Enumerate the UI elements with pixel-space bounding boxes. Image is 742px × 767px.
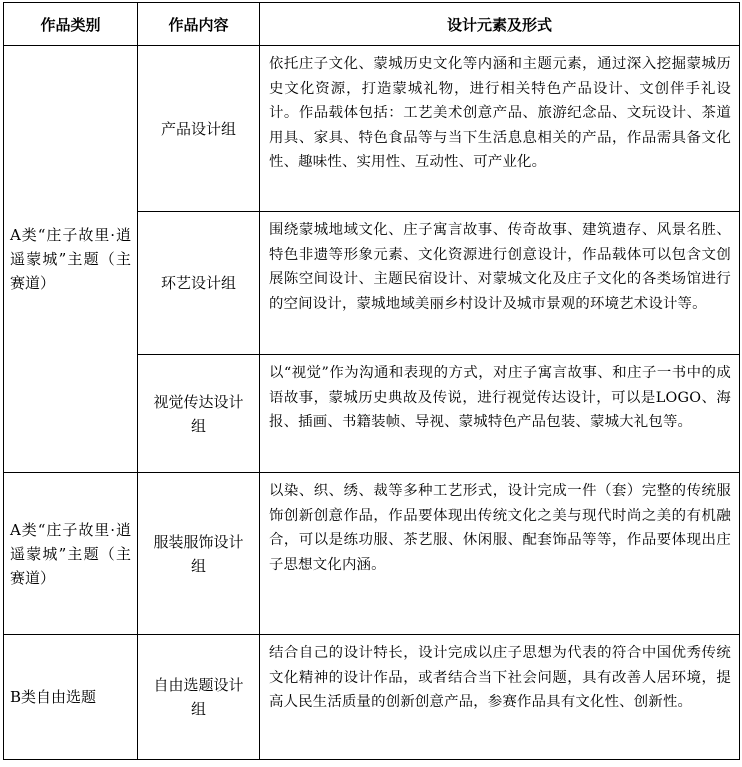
table-row: [4, 473, 740, 635]
header-design: 设计元素及形式: [260, 3, 740, 46]
design-cell: 以“视觉”作为沟通和表现的方式，对庄子寓言故事、和庄子一书中的成语故事，蒙城历史典故及传说，进行视觉传达设计，可以是LOGO、海报、插画、书籍装帧、导视、蒙城特色产品包装、蒙城大礼包等。: [260, 355, 740, 473]
content-cell: 自由选题设计组: [138, 635, 260, 760]
design-cell: 依托庄子文化、蒙城历史文化等内涵和主题元素，通过深入挖掘蒙城历史文化资源，打造蒙城礼物，进行相关特色产品设计、文创伴手礼设计。作品载体包括：工艺美术创意产品、旅游纪念品、文玩设计、茶道用具、家具、特色食品等与当下生活息息相关的产品，作品需具备文化性、趣味性、实用性、互动性、可产业化。: [260, 46, 740, 212]
content-cell: 环艺设计组: [138, 212, 260, 355]
table-row: [4, 635, 740, 760]
content-cell: 产品设计组: [138, 46, 260, 212]
category-table: [3, 2, 740, 760]
header-content: 作品内容: [138, 3, 260, 46]
category-cell: A类“庄子故里·逍遥蒙城”主题（主赛道）: [4, 473, 138, 635]
content-cell: 视觉传达设计组: [138, 355, 260, 473]
content-cell: 服装服饰设计组: [138, 473, 260, 635]
table-row: [4, 46, 740, 212]
category-cell: A类“庄子故里·逍遥蒙城”主题（主赛道）: [4, 46, 138, 473]
design-cell: 以染、织、绣、裁等多种工艺形式，设计完成一件（套）完整的传统服饰创新创意作品，作品要体现出传统文化之美与现代时尚之美的有机融合，可以是练功服、茶艺服、休闲服、配套饰品等等，作品要体现出庄子思想文化内涵。: [260, 473, 740, 635]
header-row: [4, 3, 740, 46]
header-category: 作品类别: [4, 3, 138, 46]
design-cell: 围绕蒙城地域文化、庄子寓言故事、传奇故事、建筑遗存、风景名胜、特色非遗等形象元素、文化资源进行创意设计，作品载体可以包含文创展陈空间设计、主题民宿设计、对蒙城文化及庄子文化的各类场馆进行的空间设计，蒙城地域美丽乡村设计及城市景观的环境艺术设计等。: [260, 212, 740, 355]
design-cell: 结合自己的设计特长，设计完成以庄子思想为代表的符合中国优秀传统文化精神的设计作品，或者结合当下社会问题，具有改善人居环境，提高人民生活质量的创新创意产品，参赛作品具有文化性、创新性。: [260, 635, 740, 760]
document: [3, 2, 740, 760]
category-cell: B类自由选题: [4, 635, 138, 760]
